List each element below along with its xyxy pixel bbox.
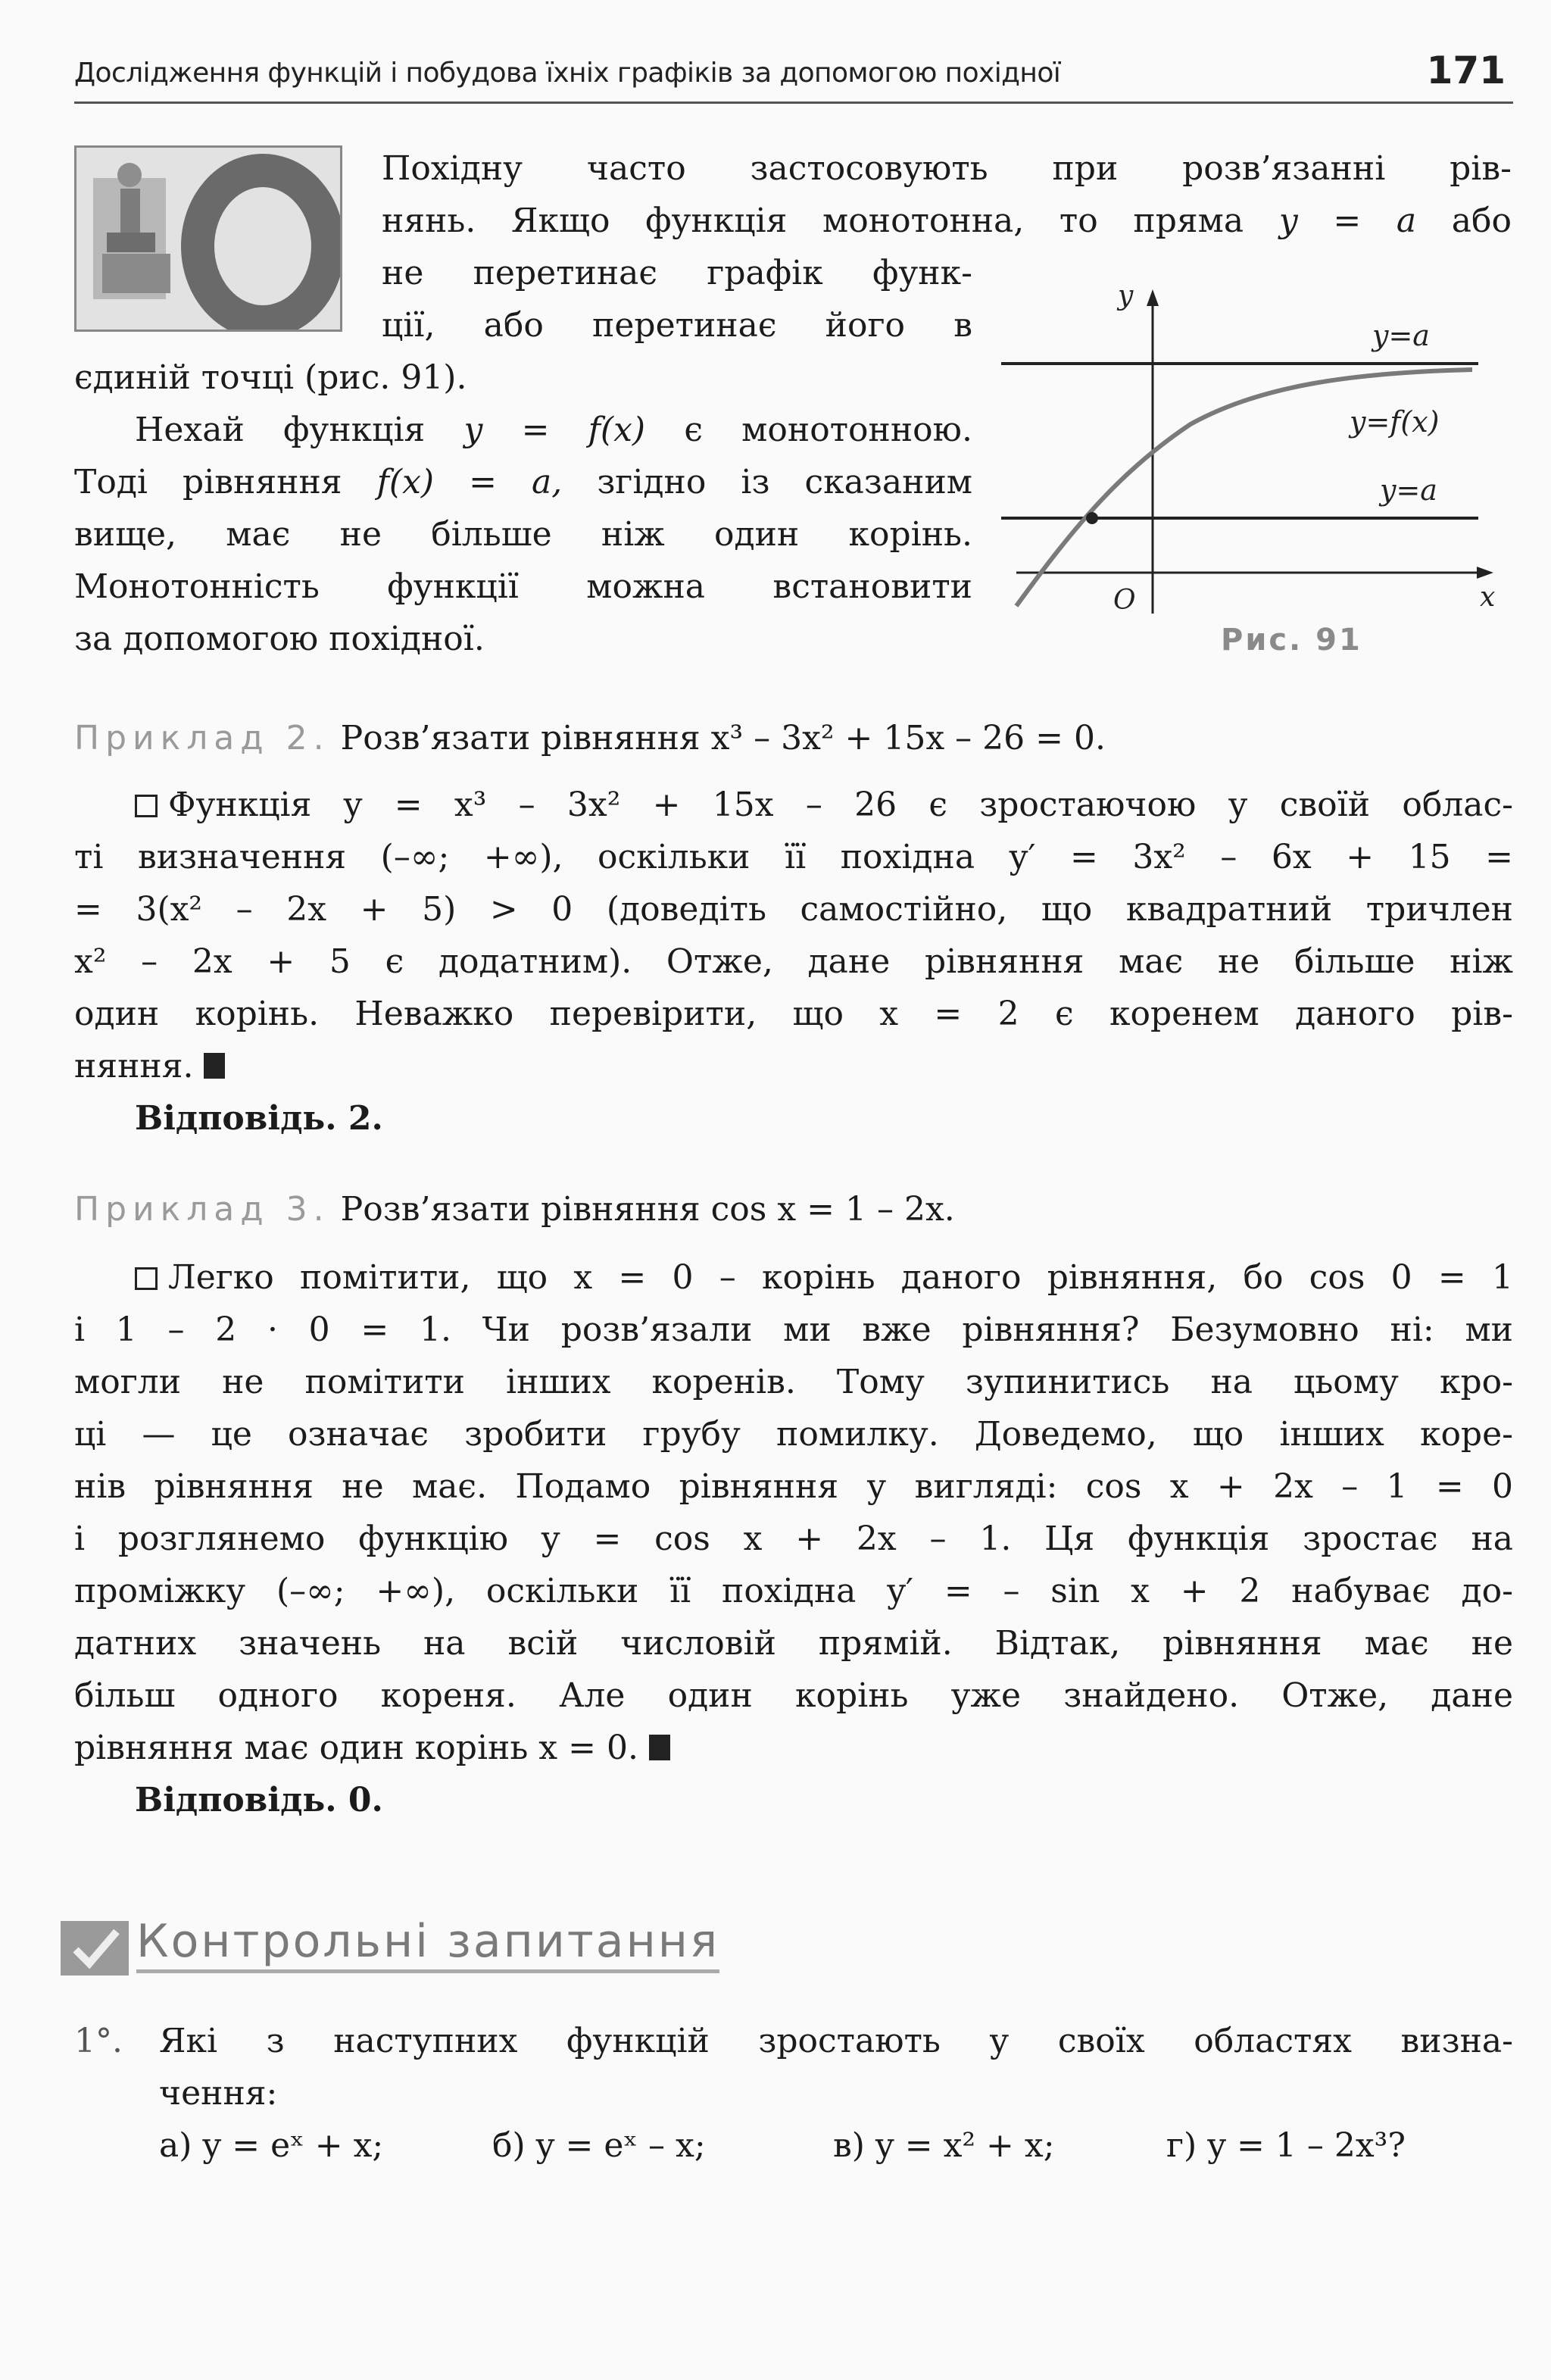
para2-line-1: Нехай функція y = f(x) є монотонною. [135,411,972,449]
option-b: б) y = eˣ – x; [492,2126,706,2165]
end-of-proof-icon [204,1053,225,1079]
para2-line-5: за допомогою похідної. [74,620,485,658]
option-c: в) y = x² + x; [833,2126,1055,2165]
example3-line-2: і 1 – 2 · 0 = 1. Чи розв’язали ми вже рівняння? Безумовно ні: ми [74,1310,1513,1349]
y-axis-arrow [1147,289,1159,306]
section-logo [74,145,342,332]
label-y-axis: y [1118,280,1134,311]
example3-heading [74,1183,1513,1235]
question1-line-1: 1°. Які з наступних функцій зростають у своїх областях визна- [74,2015,1513,2067]
solution-start-icon [135,795,158,817]
figure-91-graph [994,273,1509,629]
label-x-axis: x [1480,582,1496,613]
figure-91 [994,273,1509,674]
example3-line-6: і розглянемо функцію y = cos x + 2x – 1. Ця функція зростає на [74,1520,1513,1558]
example2-answer: Відповідь. 2. [135,1099,383,1138]
page-number: 171 [1426,48,1506,92]
intro-line-3: не перетинає графік функ- [382,254,972,292]
intro-line-5: єдиній точці (рис. 91). [74,358,467,397]
option-d: г) y = 1 – 2x³? [1166,2126,1406,2165]
x-axis-arrow [1477,567,1493,579]
intro-line-4: ції, або перетинає його в [382,306,972,345]
example2-label: Приклад 2. [74,719,330,757]
example2-line-4: x² – 2x + 5 є додатним). Отже, дане рівняння має не більше ніж [74,942,1513,981]
example3-line-9: більш одного кореня. Але один корінь уже знайдено. Отже, дане [74,1676,1513,1715]
section-title: Контрольні запитання [136,1915,719,1973]
example2-heading [74,712,1513,764]
example3-line-3: могли не помітити інших коренів. Тому зупинитись на цьому кро- [74,1363,1513,1401]
para2-line-4: Монотонність функції можна встановити [74,567,972,606]
header-rule [74,102,1513,104]
example3-line-7: проміжку (–∞; +∞), оскільки її похідна y′ = – sin x + 2 набуває до- [74,1572,1513,1610]
example3-line-5: нів рівняння не має. Подамо рівняння у вигляді: cos x + 2x – 1 = 0 [74,1467,1513,1506]
example3-line-1: Легко помітити, що x = 0 – корінь даного рівняння, бо cos 0 = 1 [74,1251,1513,1304]
example3-line-4: ці — це означає зробити грубу помилку. Доведемо, що інших коре- [74,1415,1513,1454]
end-of-proof-icon [649,1735,670,1760]
example2-task: Розв’язати рівняння x³ – 3x² + 15x – 26 = 0. [340,719,1106,757]
option-a: а) y = eˣ + x; [159,2126,384,2165]
intro-line-2: нянь. Якщо функція монотонна, то пряма y = a або [382,201,1512,240]
example2-line-2: ті визначення (–∞; +∞), оскільки її похідна y′ = 3x² – 6x + 15 = [74,838,1513,876]
label-origin: O [1113,585,1136,616]
label-curve: y=f(x) [1350,405,1440,439]
para2-line-2: Тоді рівняння f(x) = a, згідно із сказаним [74,463,972,501]
question1-options [74,2119,1513,2172]
para2-line-3: вище, має не більше ніж один корінь. [74,515,972,554]
intro-line-1: Похідну часто застосовують при розв’язанні рів- [382,149,1512,188]
example3-label: Приклад 3. [74,1190,330,1229]
intersection-point [1086,512,1098,524]
running-header [74,47,1513,106]
header-title: Дослідження функцій і побудова їхніх графіків за допомогою похідної [74,58,1061,89]
example3-line-10: рівняння має один корінь x = 0. [74,1722,1513,1774]
figure-with-letter-icon [76,148,340,330]
example3-line-8: датних значень на всій числовій прямій. Відтак, рівняння має не [74,1624,1513,1663]
label-top-line: y=a [1372,319,1430,352]
example3-task: Розв’язати рівняння cos x = 1 – 2x. [340,1190,955,1229]
label-bottom-line: y=a [1380,473,1437,507]
example2-line-1: Функція y = x³ – 3x² + 15x – 26 є зростаючою у своїй облас- [74,779,1513,831]
question1-line-2: чення: [159,2074,278,2113]
checkmark-icon [61,1921,129,1976]
question1-number: 1°. [74,2022,123,2060]
example2-line-3: = 3(x² – 2x + 5) > 0 (доведіть самостійно, що квадратний тричлен [74,890,1513,929]
solution-start-icon [135,1267,158,1290]
example2-line-6: няння. [74,1040,1513,1092]
example2-line-5: один корінь. Неважко перевірити, що x = 2 є коренем даного рів- [74,995,1513,1033]
figure-caption: Рис. 91 [1221,623,1362,657]
example3-answer: Відповідь. 0. [135,1781,383,1819]
